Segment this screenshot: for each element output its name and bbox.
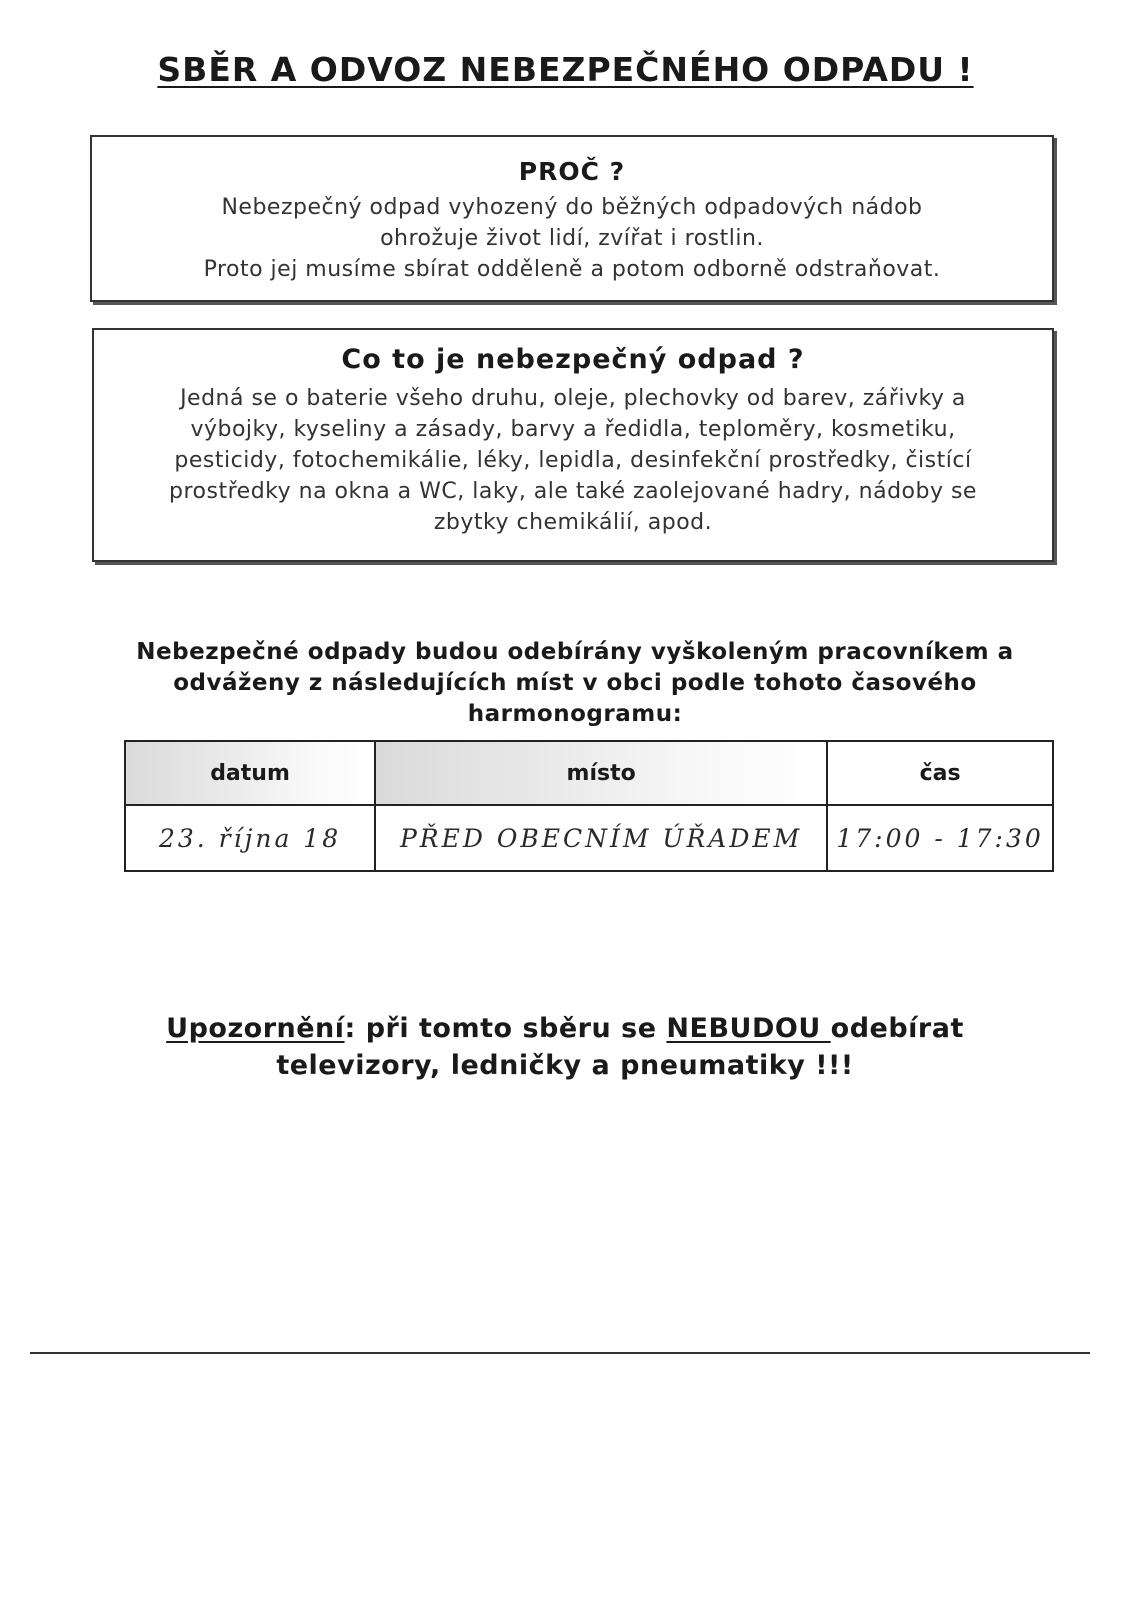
why-line: ohrožuje život lidí, zvířat i rostlin.: [380, 226, 764, 251]
info-line: harmonogramu:: [467, 701, 683, 727]
header-datum: datum: [125, 741, 375, 805]
warning-text-a: : při tomto sběru se: [344, 1013, 667, 1044]
what-heading: Co to je nebezpečný odpad ?: [341, 344, 805, 375]
why-line: Proto jej musíme sbírat odděleně a potom odborně odstraňovat.: [203, 257, 941, 282]
warning-line-1: [100, 1010, 1030, 1047]
why-box: [90, 135, 1054, 302]
collection-info: [60, 637, 1090, 730]
why-line: Nebezpečný odpad vyhozený do běžných odpadových nádob: [221, 195, 923, 220]
why-text: [92, 192, 1052, 285]
cell-cas: 17:00 - 17:30: [827, 805, 1053, 871]
what-line: výbojky, kyseliny a zásady, barvy a ředidla, teploměry, kosmetiku,: [190, 417, 956, 442]
warning-notice: [100, 1010, 1030, 1084]
warning-emphasis: NEBUDOU: [666, 1013, 831, 1044]
header-cas: čas: [827, 741, 1053, 805]
warning-label: Upozornění: [166, 1013, 345, 1044]
warning-text-b: odebírat: [830, 1013, 964, 1044]
page-title-text: SBĚR A ODVOZ NEBEZPEČNÉHO ODPADU !: [157, 50, 974, 89]
page-title: [0, 50, 1131, 89]
info-line: odváženy z následujících míst v obci podle tohoto časového: [173, 670, 977, 696]
why-heading: PROČ ?: [518, 157, 626, 186]
what-line: pesticidy, fotochemikálie, léky, lepidla, desinfekční prostředky, čistící: [174, 448, 972, 473]
cell-misto: PŘED OBECNÍM ÚŘADEM: [375, 805, 827, 871]
schedule-table: [124, 740, 1054, 872]
header-misto: místo: [375, 741, 827, 805]
what-box: [92, 328, 1054, 562]
what-text: [94, 383, 1052, 538]
bottom-divider: [30, 1352, 1090, 1354]
what-line: Jedná se o baterie všeho druhu, oleje, plechovky od barev, zářivky a: [180, 386, 966, 411]
what-line: prostředky na okna a WC, laky, ale také zaolejované hadry, nádoby se: [169, 479, 977, 504]
table-row: [125, 805, 1053, 871]
cell-datum: 23. října 18: [125, 805, 375, 871]
what-line: zbytky chemikálií, apod.: [433, 510, 713, 535]
warning-line-2: televizory, ledničky a pneumatiky !!!: [276, 1050, 854, 1081]
schedule-header-row: [125, 741, 1053, 805]
info-line: Nebezpečné odpady budou odebírány vyškoleným pracovníkem a: [136, 639, 1014, 665]
